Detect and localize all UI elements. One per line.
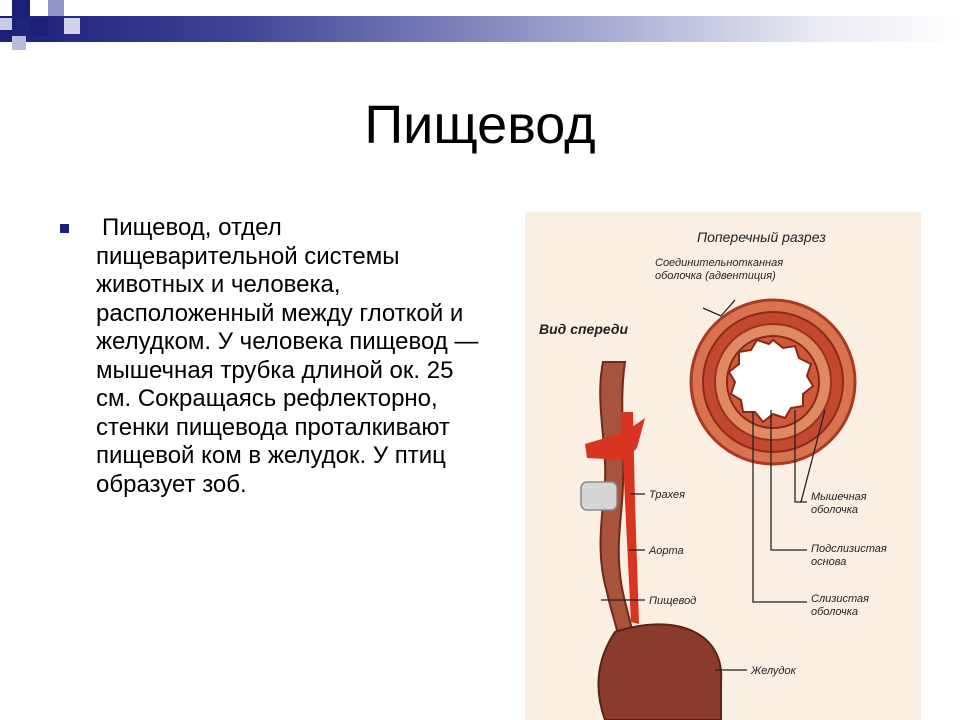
- bullet-list: [60, 214, 480, 499]
- bullet-marker: [60, 224, 69, 233]
- label-mucosa-1: Слизистая: [811, 593, 870, 605]
- label-muscular-1: Мышечная: [811, 491, 867, 503]
- bullet-text: Пищевод, отдел пищеварительной системы животных и человека, расположенный между глоткой и желудком. У человека пищевод — мышечная трубка длиной ок. 25 см. Сокращаясь рефлекторно, стенки пищевода проталкивают пищевой ком в желудок. У птиц образует зоб.: [96, 214, 479, 498]
- esophagus-illustration: [525, 212, 921, 720]
- slide-title: Пищевод: [364, 95, 596, 155]
- label-submucosa-1: Подслизистая: [811, 543, 887, 555]
- label-trachea: Трахея: [649, 489, 685, 501]
- label-esophagus: Пищевод: [649, 595, 697, 607]
- label-muscular-2: оболочка: [811, 504, 859, 516]
- label-adventitia-2: оболочка (адвентиция): [655, 270, 776, 282]
- label-mucosa-2: оболочка: [811, 606, 859, 618]
- corner-decoration: [0, 0, 90, 60]
- label-stomach: Желудок: [751, 665, 796, 677]
- heading-cross-section: Поперечный разрез: [697, 229, 826, 245]
- label-aorta: Аорта: [649, 545, 684, 557]
- label-submucosa-2: основа: [811, 556, 847, 568]
- header-gradient-band: [0, 16, 960, 42]
- cross-section-drawing: [691, 300, 855, 464]
- heading-front-view: Вид спереди: [539, 321, 629, 337]
- label-adventitia-1: Соединительнотканная: [655, 257, 784, 269]
- illustration-svg: [525, 212, 921, 720]
